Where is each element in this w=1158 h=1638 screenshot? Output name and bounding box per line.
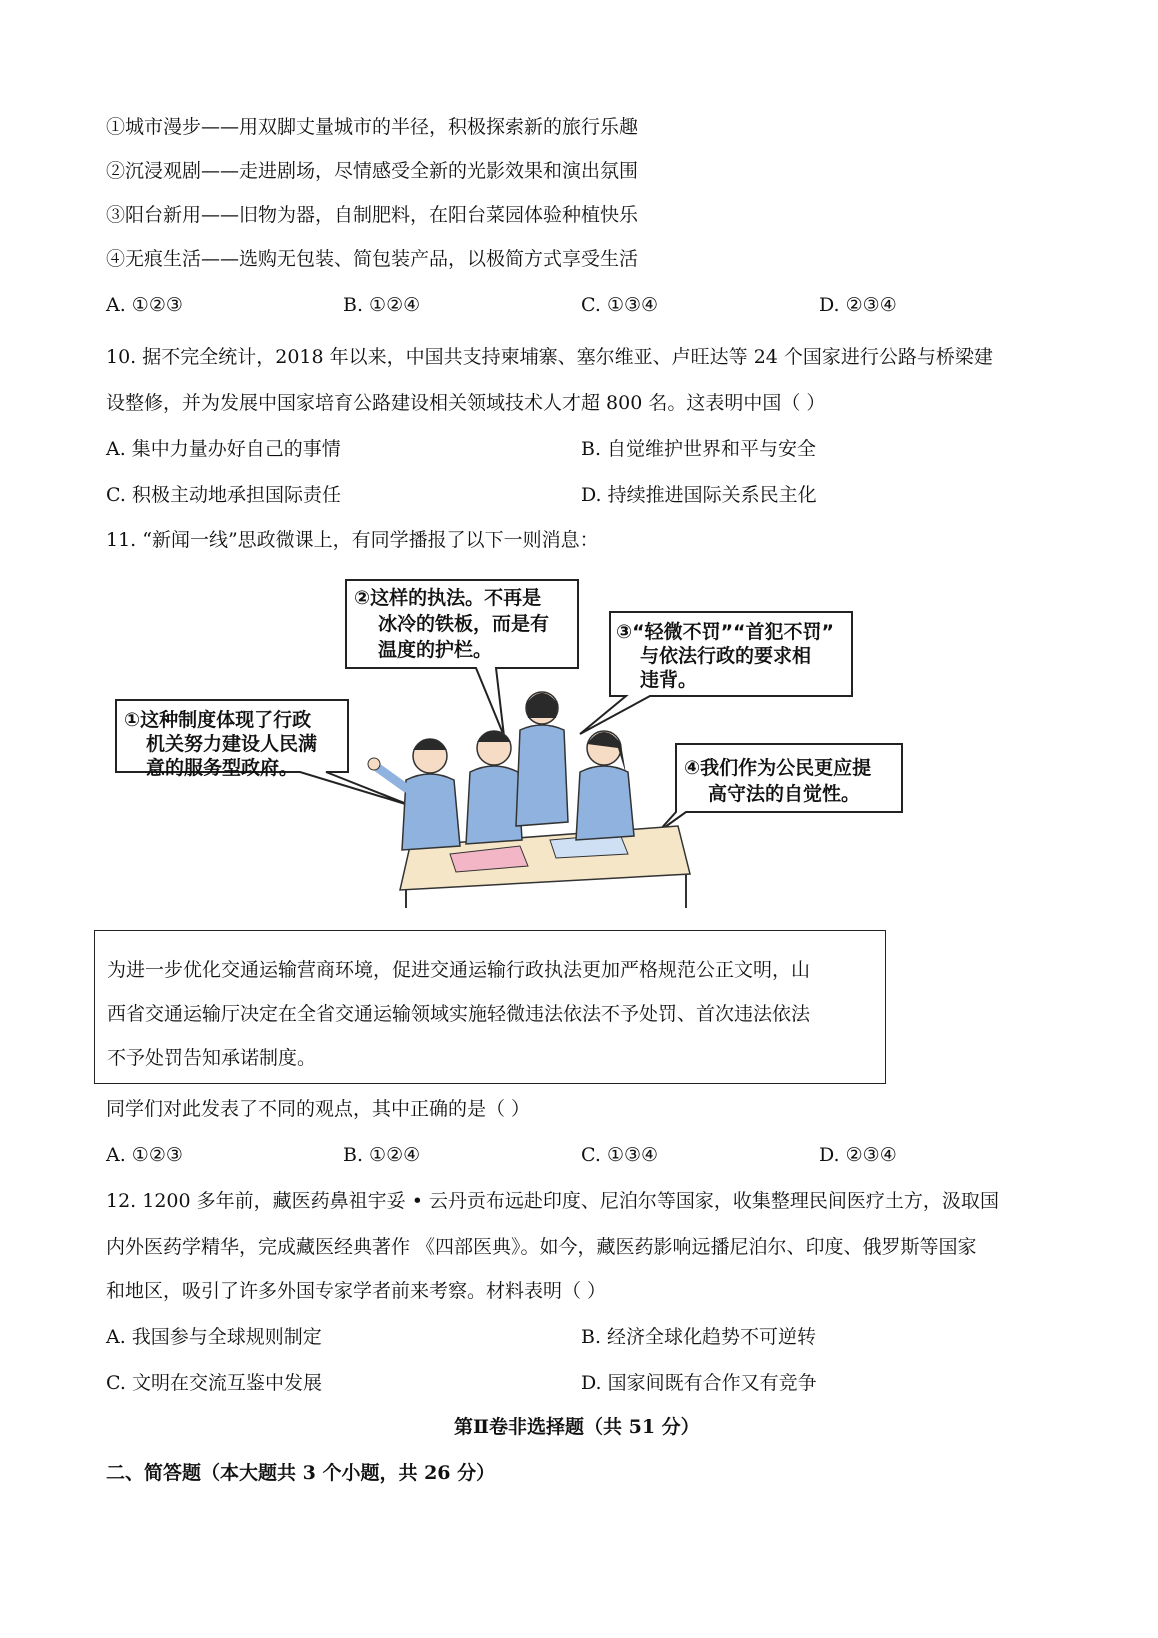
q9-option-b: B. ①②④: [343, 294, 421, 316]
bubble-1-line3: 意的服务型政府。: [146, 757, 299, 779]
q9-item-3: ③阳台新用——旧物为器，自制肥料，在阳台菜园体验种植快乐: [106, 204, 639, 226]
q10-stem-line1: 10. 据不完全统计，2018 年以来，中国共支持柬埔寨、塞尔维亚、卢旺达等 24 个国家进行公路与桥梁建: [106, 346, 993, 368]
q10-option-b: B. 自觉维护世界和平与安全: [581, 438, 817, 460]
q9-item-2: ②沉浸观剧——走进剧场，尽情感受全新的光影效果和演出氛围: [106, 160, 639, 182]
q12-stem-line2: 内外医药学精华，完成藏医经典著作 《四部医典》。如今，藏医药影响远播尼泊尔、印度、俄罗斯等国家: [106, 1236, 977, 1258]
box-line-3: 不予处罚告知承诺制度。: [107, 1047, 317, 1069]
box-line-2: 西省交通运输厅决定在全省交通运输领域实施轻微违法依法不予处罚、首次违法依法: [107, 1003, 811, 1025]
q10-stem-line2: 设整修，并为发展中国家培育公路建设相关领域技术人才超 800 名。这表明中国（ ）: [106, 392, 826, 414]
q12-option-c: C. 文明在交流互鉴中发展: [106, 1372, 322, 1394]
bubble-4-line2: 高守法的自觉性。: [708, 783, 861, 805]
bubble-3-line2: 与依法行政的要求相: [640, 645, 812, 667]
bubble-2-line1: ②这样的执法。不再是: [354, 587, 542, 609]
q11-option-a: A. ①②③: [106, 1144, 183, 1166]
speech-bubble-1: [116, 700, 412, 806]
bubble-2-line2: 冰冷的铁板，而是有: [378, 613, 550, 635]
bubble-1-line2: 机关努力建设人民满: [146, 733, 318, 755]
part2-title: 二、简答题（本大题共 3 个小题，共 26 分）: [106, 1462, 496, 1484]
q10-option-c: C. 积极主动地承担国际责任: [106, 484, 341, 506]
bubble-3-line1: ③“轻微不罚”“首犯不罚”: [616, 621, 835, 643]
q12-option-d: D. 国家间既有合作又有竞争: [581, 1372, 817, 1394]
q10-option-a: A. 集中力量办好自己的事情: [106, 438, 341, 460]
box-line-1: 为进一步优化交通运输营商环境，促进交通运输行政执法更加严格规范公正文明，山: [107, 959, 811, 981]
q9-option-a: A. ①②③: [106, 294, 183, 316]
news-material-box: [94, 930, 886, 1084]
q12-option-a: A. 我国参与全球规则制定: [106, 1326, 322, 1348]
q11-option-c: C. ①③④: [581, 1144, 659, 1166]
q10-option-d: D. 持续推进国际关系民主化: [581, 484, 817, 506]
q9-option-d: D. ②③④: [819, 294, 897, 316]
q12-option-b: B. 经济全球化趋势不可逆转: [581, 1326, 817, 1348]
q9-item-1: ①城市漫步——用双脚丈量城市的半径，积极探索新的旅行乐趣: [106, 116, 639, 138]
bubble-4-line1: ④我们作为公民更应提: [684, 757, 872, 779]
q12-stem-line3: 和地区，吸引了许多外国专家学者前来考察。材料表明（ ）: [106, 1280, 607, 1302]
bubble-3-line3: 违背。: [640, 669, 698, 691]
bubble-2-line3: 温度的护栏。: [378, 639, 493, 661]
q11-stem: 11. “新闻一线”思政微课上，有同学播报了以下一则消息：: [106, 529, 599, 551]
bubble-1-line1: ①这种制度体现了行政: [124, 709, 312, 731]
speech-bubble-4: [658, 744, 902, 832]
discussion-illustration: [110, 578, 910, 908]
q11-option-d: D. ②③④: [819, 1144, 897, 1166]
q12-stem-line1: 12. 1200 多年前，藏医药鼻祖宇妥 • 云丹贡布远赴印度、尼泊尔等国家，收集整理民间医疗土方，汲取国: [106, 1190, 999, 1212]
q11-option-b: B. ①②④: [343, 1144, 421, 1166]
q9-item-4: ④无痕生活——选购无包装、简包装产品，以极简方式享受生活: [106, 248, 639, 270]
q9-option-c: C. ①③④: [581, 294, 659, 316]
speech-bubble-3: [580, 612, 852, 734]
section-title: 第Ⅱ卷非选择题（共 51 分）: [454, 1416, 700, 1438]
q11-question: 同学们对此发表了不同的观点，其中正确的是（ ）: [106, 1098, 531, 1120]
